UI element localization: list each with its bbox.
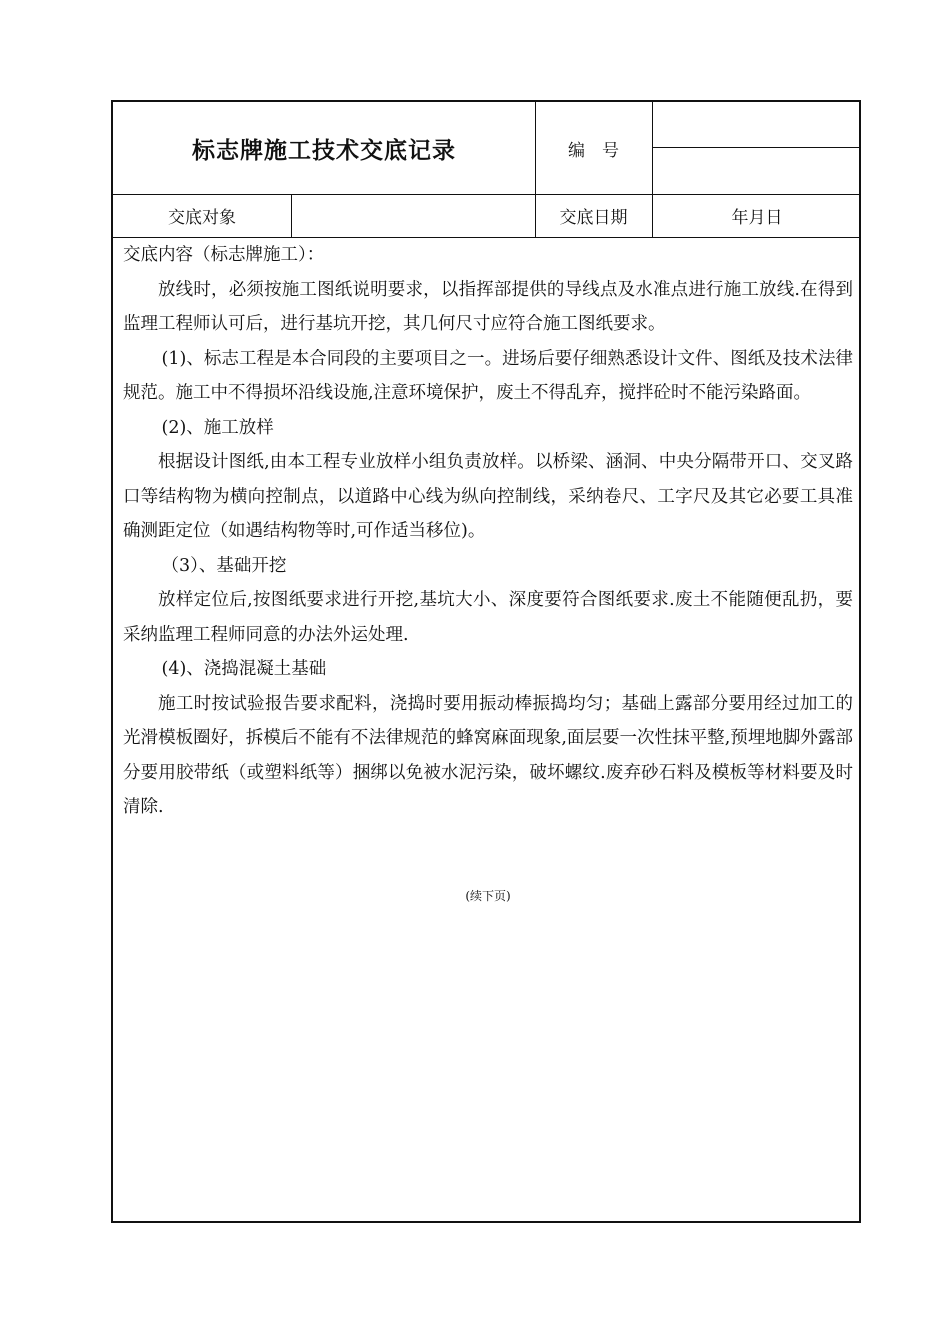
number-value bbox=[653, 102, 861, 147]
number-value-2 bbox=[653, 148, 861, 194]
target-value bbox=[292, 194, 535, 237]
paragraph: (1)、标志工程是本合同段的主要项目之一。进场后要仔细熟悉设计文件、图纸及技术法律规范。施工中不得损坏沿线设施,注意环境保护，废土不得乱弃，搅拌砼时不能污染路面。 bbox=[123, 348, 853, 403]
target-label: 交底对象 bbox=[168, 208, 236, 228]
section-heading: (2)、施工放样 bbox=[161, 417, 274, 438]
paragraph: 放线时，必须按施工图纸说明要求，以指挥部提供的导线点及水准点进行施工放线.在得到监理工程师认可后，进行基坑开挖，其几何尺寸应符合施工图纸要求。 bbox=[123, 279, 853, 334]
paragraph: 施工时按试验报告要求配料，浇捣时要用振动棒振捣均匀；基础上露部分要用经过加工的光滑模板圈好，拆模后不能有不法律规范的蜂窝麻面现象,面层要一次性抹平整,预埋地脚外露部分要用胶带纸（或塑料纸等）捆绑以免被水泥污染，破坏螺纹.废弃砂石料及模板等材料要及时清除. bbox=[123, 693, 853, 817]
paragraph: 根据设计图纸,由本工程专业放样小组负责放样。以桥梁、涵洞、中央分隔带开口、交叉路口等结构物为横向控制点，以道路中心线为纵向控制线，采纳卷尺、工字尺及其它必要工具准确测距定位（如遇结构物等时,可作适当移位)。 bbox=[123, 452, 853, 541]
date-value: 年月日 bbox=[731, 208, 783, 228]
briefing-content bbox=[123, 238, 853, 825]
continued-note: (续下页) bbox=[465, 889, 511, 903]
date-label: 交底日期 bbox=[559, 208, 628, 228]
paragraph: 放样定位后,按图纸要求进行开挖,基坑大小、深度要符合图纸要求.废土不能随便乱扔，要采纳监理工程师同意的办法外运处理. bbox=[123, 590, 853, 645]
tech-briefing-form bbox=[111, 100, 861, 1223]
section-heading: (4)、浇捣混凝土基础 bbox=[161, 659, 327, 679]
section-heading: （3）、基础开挖 bbox=[161, 555, 287, 576]
number-label: 编 号 bbox=[568, 140, 619, 161]
content-heading: 交底内容（标志牌施工）： bbox=[123, 245, 325, 265]
form-title: 标志牌施工技术交底记录 bbox=[192, 136, 456, 164]
